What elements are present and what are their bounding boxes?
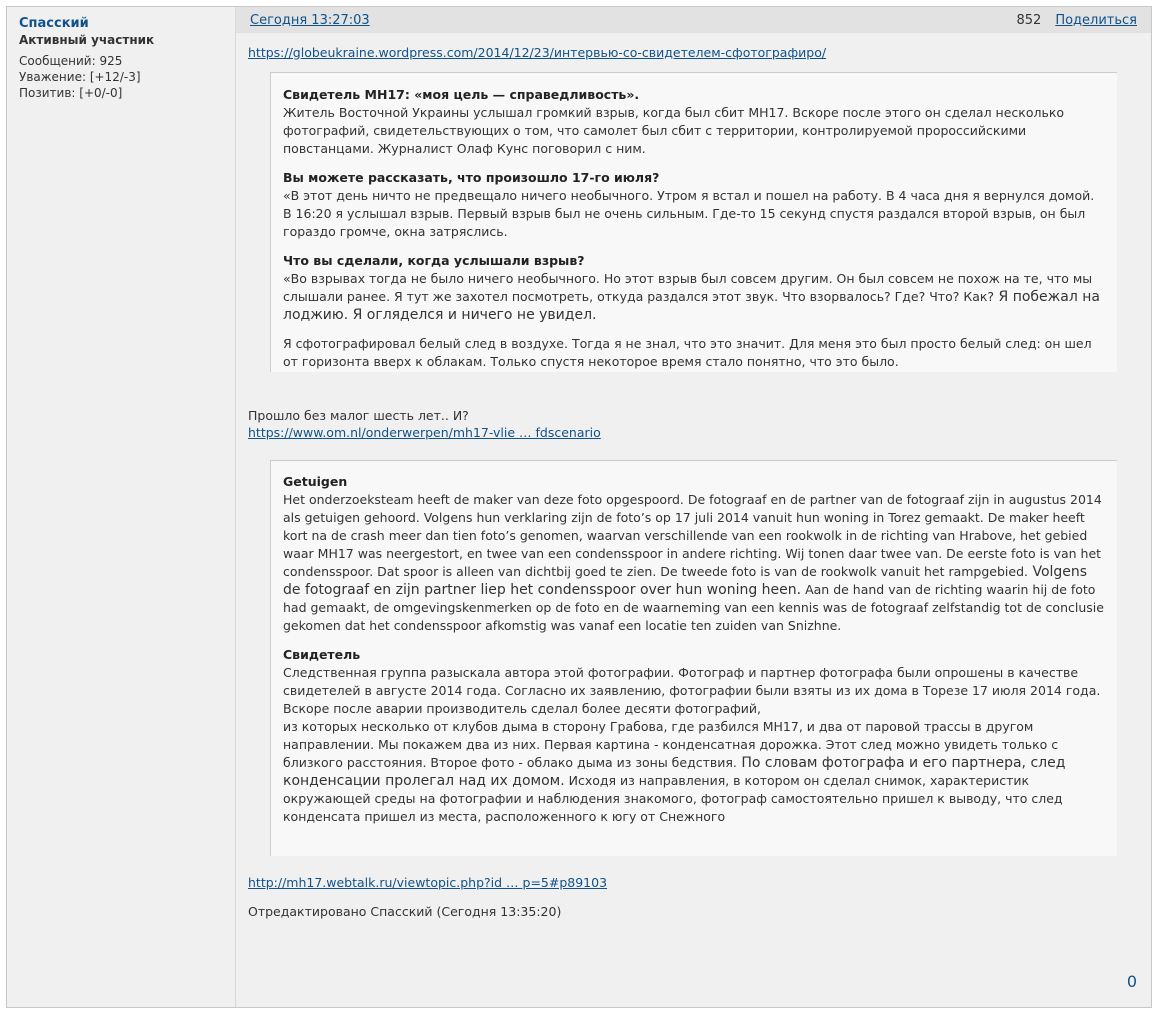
- quote1-answer2-part2: Я побежал на лоджию. Я огляделся и ничего не увидел.: [283, 289, 1100, 323]
- quote2-heading-russian: Свидетель: [283, 647, 361, 662]
- post-body: [236, 33, 1151, 919]
- quote1-answer3: Я сфотографировал белый след в воздухе. Тогда я не знал, что это значит. Для меня это был просто белый след: он шел от горизонта вверх к облакам. Только спустя некоторое время стало понятно, что это было.: [283, 336, 1092, 369]
- quote1-answer2-part1: «Во взрывах тогда не было ничего необычного. Но этот взрыв был совсем другим. Он был совсем не похож на те, что мы слышали ранее. Я тут же захотел посмотреть, откуда раздался этот звук. Что взорвалось? Где? Что? Как?: [283, 271, 1093, 304]
- likes-counter[interactable]: 0: [1126, 972, 1137, 991]
- post-number: 852: [1016, 12, 1042, 28]
- post-content-area: [236, 7, 1151, 1007]
- user-respect: Уважение: [+12/-3]: [19, 70, 141, 84]
- quote2-russian-part3: По словам фотографа и его партнера, след конденсации пролегал над их домом.: [283, 755, 1066, 789]
- post-text-comment: Прошло без малог шесть лет.. И?: [248, 408, 469, 423]
- quote2-russian-part2: из которых несколько от клубов дыма в сторону Грабова, где разбился MH17, и два от паровой трассы в другом направлении. Мы покажем два из них. Первая картина - конденсатная дорожка. Этот след можно увидеть только с близкого расстояния. Второе фото - облако дыма из зоны бедствия.: [283, 719, 1059, 770]
- quote2-dutch-part3: Aan de hand van de richting waarin hij de foto had gemaakt, de omgevingskenmerken op de foto en de waarneming van een kennis was de fotograaf zelfstandig tot de conclusie gekomen dat het condensspoor afkomstig was vanaf een locatie ten zuiden van Snizhne.: [283, 582, 1104, 633]
- quote1-heading: Свидетель MH17: «моя цель — справедливость».: [283, 87, 640, 102]
- quote2-dutch-part1: Het onderzoeksteam heeft de maker van deze foto opgespoord. De fotograaf en de partner van de fotograaf zijn in augustus 2014 als getuigen gehoord. Volgens hun verklaring zijn de foto’s op 17 juli 2014 vanuit hun woning in Torez gemaakt. De maker heeft kort na de crash meer dan tien foto’s genomen, waarvan verschillende van een rookwolk in de richting van Hrabove, het gebied waar MH17 was neergestort, en twee van een condensspoor in andere richting. Wij tonen daar twee van. De eerste foto is van het condensspoor. Dat spoor is alleen van dichtbij goed te zien. De tweede foto is van de rookwolk vanuit het rampgebied.: [283, 492, 1102, 579]
- user-positive: Позитив: [+0/-0]: [19, 86, 123, 100]
- post-header: [236, 7, 1151, 33]
- post-date-link[interactable]: Сегодня 13:27:03: [250, 12, 370, 28]
- quote2-heading-dutch: Getuigen: [283, 474, 348, 489]
- globeukraine-link[interactable]: https://globeukraine.wordpress.com/2014/12/23/интервью-со-свидетелем-сфотографиро/: [248, 45, 827, 60]
- quote1-answer1: «В этот день ничто не предвещало ничего необычного. Утром я встал и пошел на работу. В 4 часа дня я вернулся домой. В 16:20 я услышал взрыв. Первый взрыв был не очень сильным. Где-то 15 секунд спустя раздался второй взрыв, он был гораздо громче, окна затряслись.: [283, 188, 1095, 239]
- user-info-panel: [7, 7, 236, 1007]
- quote-block-interview: [270, 72, 1117, 372]
- quote2-russian-part4: Исходя из направления, в котором он сделал снимок, характеристик окружающей среды на фотографии и наблюдения знакомого, фотограф самостоятельно пришел к выводу, что след конденсата пришел из места, расположенного к югу от Снежного: [283, 773, 1063, 824]
- quote1-question1: Вы можете рассказать, что произошло 17-го июля?: [283, 170, 660, 185]
- username-link[interactable]: Спасский: [19, 16, 89, 31]
- user-title: Активный участник: [19, 33, 155, 47]
- quote1-question2: Что вы сделали, когда услышали взрыв?: [283, 253, 585, 268]
- quote2-dutch-part2: Volgens de fotograaf en zijn partner liep het condensspoor over hun woning heen.: [283, 564, 1088, 598]
- forum-post: [6, 6, 1152, 1008]
- webtalk-link[interactable]: http://mh17.webtalk.ru/viewtopic.php?id … p=5#p89103: [248, 875, 608, 890]
- user-messages-count: Сообщений: 925: [19, 54, 123, 68]
- quote2-russian-part1: Следственная группа разыскала автора этой фотографии. Фотограф и партнер фотографа были опрошены в качестве свидетелей в августе 2014 года. Согласно их заявлению, фотографии были взяты из их дома в Торезе 17 июля 2014 года. Вскоре после аварии производитель сделал более десяти фотографий,: [283, 665, 1101, 716]
- share-link[interactable]: Поделиться: [1055, 12, 1137, 28]
- edited-note: Отредактировано Спасский (Сегодня 13:35:20): [248, 904, 562, 919]
- quote-block-witnesses: [270, 460, 1117, 856]
- om-nl-link[interactable]: https://www.om.nl/onderwerpen/mh17-vlie … fdscenario: [248, 425, 601, 440]
- quote1-intro: Житель Восточной Украины услышал громкий взрыв, когда был сбит МН17. Вскоре после этого он сделал несколько фотографий, свидетельствующих о том, что самолет был сбит с территории, контролируемой пророссийскими повстанцами. Журналист Олаф Кунс поговорил с ним.: [283, 105, 1065, 156]
